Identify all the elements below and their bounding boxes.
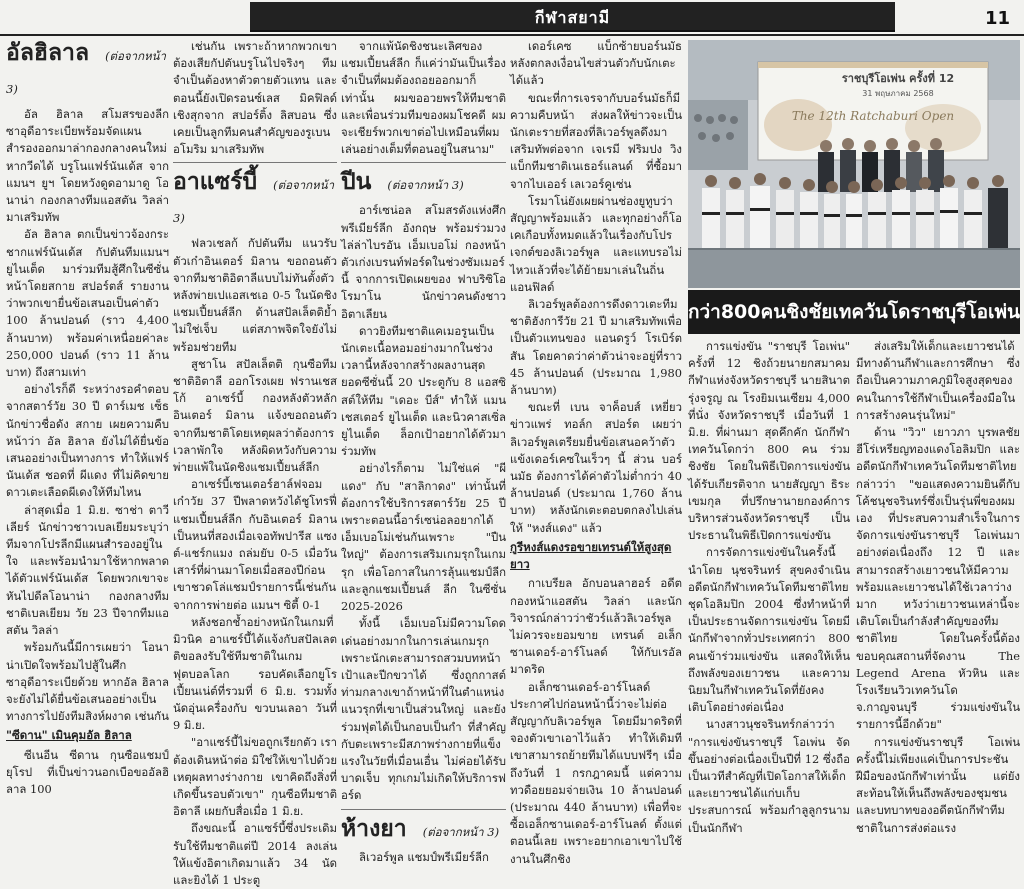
article-paragraph: การแข่งขันราชบุรี โอเพ่น ครั้งนี้ไม่เพียงแค่เป็นการประชันฝีมือของนักกีฬาเท่านั้น แต่ยังสะท้อนให้เห็นถึงพลังของชุมชนและบทบาทของอดีตนักกีฬาทีมชาติในการส่งต่อแรง xyxy=(856,734,1020,835)
article-paragraph: ขณะที่การเจรจากับบอร์นมัธก็มีความคืบหน้า ส่งผลให้ข่าวจะเป็นนักเตะรายที่สองที่ลิเวอร์พูลดึงมาเสริมทัพต่อจาก เจเรมี ฟริมปง วิงแบ็กทีมชาติเนเธอร์แลนด์ ที่ซื้อมาจากไบเออร์ เลเวอร์คูเซ่น xyxy=(510,90,682,191)
article-paragraph: ลิเวอร์พูลต้องการดึงดาวเตะทีมชาติฮังการีวัย 21 ปี มาเสริมทัพเพื่อเป็นตัวแทนของ แอนดรูว์ โรเบิร์ตสัน โดยคาดว่าค่าตัวน่าจะอยู่ที่ราว 45 ล้านปอนด์ (ประมาณ 1,980 ล้านบาท) xyxy=(510,297,682,398)
article-paragraph: ส่งเสริมให้เด็กและเยาวชนได้มีทางด้านกีฬาและการศึกษา ซึ่งถือเป็นความภาคภูมิใจสูงสุดของคนในการใช้กีฬาเป็นเครื่องมือในการสร้างคนรุ่นใหม่" xyxy=(856,339,1020,422)
article-paragraph: พร้อมกันนี้มีการเผยว่า โอนาน่าเปิดใจพร้อมไปสู้ในศึกซาอุดีอาระเบียด้วย หากอัล ฮิลาล จะยังไม่ได้ยื่นข้อเสนออย่างเป็นทางการไปยังทีมสิงห์ผงาด เช่นกัน xyxy=(6,640,169,724)
headline-text: ห้างยา xyxy=(341,815,407,842)
article-divider xyxy=(341,162,506,163)
article-paragraph: อเล็กซานเดอร์-อาร์โนลด์ ประกาศไปก่อนหน้านี้ว่าจะไม่ต่อสัญญากับลิเวอร์พูล โดยมีมาดริดที่จองตัวเขาเอาไว้แล้ว ทำให้เดิมทีเขาสามารถย้ายทีมได้แบบฟรีๆ เมื่อถึงวันที่ 1 กรกฎาคมนี้ แต่ความทวดือยยอมจ่ายเงิน 10 ล้านปอนด์ (ประมาณ 440 ล้านบาท) เพื่อที่จะซื้อเอล็กซานเดอร์-อาร์โนลด์ ตั้งแต่ตอนนี้เลย เพราะอยากเอาเขาไปใช้งานในศึกชิง xyxy=(510,679,682,866)
article-paragraph: กาเบรียล อักบอนลาฮอร์ อดีตกองหน้าแอสตัน วิลล่า และนักวิจารณ์กล่าวว่าชัวร์แล้วลิเวอร์พูลไม่ควรจะยอมขาย เทรนต์ อเล็กซานเดอร์-อาร์โนลด์ ให้กับเรอัล มาดริด xyxy=(510,576,682,677)
continued-label: (ต่อจากหน้า 3) xyxy=(173,178,335,226)
article-paragraph: โรมาโน่ยังเผยผ่านช่องยูทูบว่าสัญญาพร้อมแล้ว และทุกอย่างก็โอเคเกือบทั้งหมดแล้วในเรื่องกับโปรเจกต์ของลิเวอร์พูล และแทบรอไม่ไหวแล้วที่จะได้ย้ายมาเล่นในถิ่นแอนฟิลด์ xyxy=(510,193,682,294)
continued-label: (ต่อจากหน้า 3) xyxy=(6,49,166,96)
story-column-left xyxy=(688,338,850,835)
article-paragraph: ล่าสุดเมื่อ 1 มิ.ย. ซาช่า ตาวีเลียร์ นักข่าวชาวเบลเยียมระบุว่าทีมจากโปรลีกมีแผนสำรองอยู่ในใจ และพร้อมนำมาใช้หากพลาดได้ตัวแฟร์นันเด้ส โดยพวกเขาจะหันไปดีลโอนาน่า กองกลางทีมชาติเบลเยียม วัย 23 ปีจากทีมแอสตัน วิลล่า xyxy=(6,502,169,638)
article-paragraph: อัล ฮิลาล ตกเป็นข่าวจ้องกระชากแฟร์นันเด้ส กัปตันทีมแมนฯ ยูไนเต็ด มาร่วมทีมสู้ศึกในซีซั่นหน้าโดยสกาย สปอร์ตส์ รายงานว่าพวกเขายื่นข้อเสนอเป็นค่าตัว 100 ล้านปอนด์ (ราว 4,400 ล้านบาท) พร้อมค่าเหนื่อยค่าละ 250,000 ปอนด์ (ราว 11 ล้านบาท) ถึงสามเท่า xyxy=(6,227,169,380)
article-paragraph: การจัดการแข่งขันในครั้งนี้ นำโดย นุชจรินทร์ สุขคงจำเนิน อดีตนักกีฬาเทควันโดทีมชาติไทย ชุดโอลิมปิก 2004 ซึ่งทำหน้าที่เป็นประธานจัดการแข่งขัน โดยมีนักกีฬาจากทั่วประเทศกว่า 800 คนเข้าร่วมแข่งขัน แสดงให้เห็นถึงพลังของเยาวชน และความนิยมในกีฬาเทควันโดที่ยังคงเติบโตอย่างต่อเนื่อง xyxy=(688,545,850,715)
page-header xyxy=(0,0,1024,34)
column-2 xyxy=(173,38,337,887)
photo-illustration xyxy=(688,40,1020,288)
article-paragraph: ด้าน "วิว" เยาวภา บุรพลชัย ฮีโร่เหรียญทองแดงโอลิมปิก และอดีตนักกีฬาเทควันโดทีมชาติไทย กล่าวว่า "ขอแสดงความยินดีกับโค้ชนุชจรินทร์ซึ่งเป็นรุ่นพี่ของผมเอง ที่ประสบความสำเร็จในการจัดการแข่งขันราชบุรี โอเพ่นมาอย่างต่อเนื่องถึง 12 ปี และสามารถสร้างเยาวชนให้มีความพร้อมและเยาวชนได้ใช้เวลาว่างมาก หวังว่าเยาวชนเหล่านี้จะเติบโตเป็นกำลังสำคัญของทีมชาติไทย โดยในครั้งนี้ต้องขอบคุณสถานที่จัดงาน The Legend Arena หัวหิน และโรงเรียนวิวเทควันโด จ.กาญจนบุรี ร่วมแข่งขันในรายการนี้อีกด้วย" xyxy=(856,425,1020,732)
article-paragraph: ทั้งนี้ เอ็มเบอโม่มีความโดดเด่นอย่างมากในการเล่นเกมรุก เพราะนักเตะสามารถสวมบทหน้าเป้าและปีกขวาได้ ซึ่งถูกกาสต์ท่ามกลางเขาถ้าหน้าที่ในตำแหน่งแนวรุกที่เขาเป็นส่วนใหญ่ และยังร่วมฟุตได้เป็นกอบเป็นกำ ที่สำคัญกับตะเพราะมีสภาพร่างกายที่แข็งแรงในวัยที่เมื่อนเอื่น ไม่ค่อยได้รับบาดเจ็บ ทุกเกมไม่เกิดให้บริการฟอร์ด xyxy=(341,616,506,803)
article-paragraph: หลังชอกช้ำอย่างหนักในเกมที่มิวนิค อาแซร์บี้ได้แจ้งกับสปัลเลตติขอลงรับใช้ทีมชาติในเกมฟุตบอลโลก รอบคัดเลือกยูโรเปี้ยนเน่ต์ที่รวมที่ 6 มิ.ย. รวมทั้งนัดอุ่นเครื่องกับ ขวบนเลอา วันที่ 9 มิ.ย. xyxy=(173,614,337,733)
banner-date: 31 พฤษภาคม 2568 xyxy=(862,89,934,98)
article-paragraph: "อาแซร์บี้ไม่ขอถูกเรียกตัว เราต้องเดินหน้าต่อ มิใช่ให้เขาไปด้วยเหตุผลทางร่างกาย เขาคิดถึงสิ่งที่เกิดขึ้นรอบตัวเขา" กุนซือทีมชาติอิตาลี เผยกับสื่อเมื่อ 1 มิ.ย. xyxy=(173,735,337,819)
headline-text: อาแซร์บี้ xyxy=(173,169,258,196)
headline-acerbi xyxy=(173,167,337,233)
article-paragraph: อย่างไรก็ตาม ไม่ใช่แค่ "ผีแดง" กับ "สาลิกาดง" เท่านั้นที่ต้องการใช้บริการสตาร์วัย 25 ปี เพราะตอนนี้อาร์เซน่อลอยากได้เอ็มเบอโม่เช่นกันเพราะ "ปืนใหญ่" ต้องการเสริมเกมรุกในเกมรุก เพื่อโอกาสในการลุ้นแชมป์ลีกและลูกแชมเปี้ยนส์ ลีก ในซีซั่น 2025-2026 xyxy=(341,461,506,614)
article-paragraph: ขณะที่ เบน จาค็อบส์ เหยี่ยวข่าวแพร่ ทอล์ก สปอร์ต เผยว่า ลิเวอร์พูลเตรียมยื่นข้อเสนอคว้าตัวแข้งเดอร์เคซในเร็วๆ นี้ ส่วน บอร์นมัธ ต้องการได้ค่าตัวไม่ต่ำกว่า 40 ล้านปอนด์ (ประมาณ 1,760 ล้านบาท) หลังนักเตะตอบตกลงไปเล่นให้ "หงส์แดง" แล้ว xyxy=(510,400,682,535)
header-rule xyxy=(0,34,1024,36)
article-paragraph: อาร์เซน่อล สโมสรดังแห่งศึกพรีเมียร์ลีก อังกฤษ พร้อมร่วมวงไล่ล่าไบรอัน เอ็มเบอโม่ กองหน้าตัวเก่งเบรนท์ฟอร์ดในช่วงซัมเมอร์นี้ จากการเปิดเผยของ ฟาบริซิโอ โรมาโน นักข่าวคนดังชาวอิตาเลียน xyxy=(341,203,506,321)
article-paragraph: ฟลวเชลก้ กัปตันทีม แนวรับตัวเก๋าอินเตอร์ มิลาน ขอถอนตัวจากทีมชาติอิตาลีแบบไม่ทันตั้งตัว หลังพ่ายเปแอสเชเอ 0-5 ในนัดชิงแชมเปี้ยนส์ลีก ด้านสปัลเล็ตติย้ำไม่ใช่เจ็บ แต่สภาพจิตใจยังไม่พร้อมช่วยทีม xyxy=(173,236,337,354)
article-paragraph: เดอร์เคซ แบ็กซ้ายบอร์นมัธ หลังตกลงเงื่อนไขส่วนตัวกับนักเตะได้แล้ว xyxy=(510,39,682,88)
article-divider xyxy=(341,809,506,810)
headline-text: ปีน xyxy=(341,169,372,196)
article-subhead: "ซีดาน" เมินคุมอัล ฮิลาล xyxy=(6,728,132,743)
article-paragraph: การแข่งขัน "ราชบุรี โอเพ่น" ครั้งที่ 12 ชิงถ้วยนายกสมาคมกีฬาแห่งจังหวัดราชบุรี นายสินาต รุ่งจรูญ ณ โรงยิมเนเซียม 4,000 ที่นั่ง จังหวัดราชบุรี เมื่อวันที่ 1 มิ.ย. ที่ผ่านมา สุดคึกคัก นักกีฬาเทควันโดกว่า 800 คน ร่วมชิงชัย โดยในพิธีเปิดการแข่งขันได้รับเกียรติจาก นายสัญญา ธิระเขมกุล ที่ปรึกษานายกองค์การบริหารส่วนจังหวัดราชบุรี เป็นประธานในพิธีเปิดการแข่งขัน xyxy=(688,339,850,543)
headline-al-hilal xyxy=(6,38,169,104)
article-paragraph: เช่นกัน เพราะถ้าหากพวกเขาต้องเสียกัปตันบรูโนไปจริงๆ ทีมจำเป็นต้องหาตัวตายตัวแทน และตอนนี้ยังเปิดรอนซ์เลส มิคฟิลด์เชิงสุกจาก สปอร์ติ้ง ลิสบอน ซึ่งเคยเป็นลูกทีมคนสำคัญของรูเบน อโมริม มาเสริมทัพ xyxy=(173,39,337,157)
taekwondo-group-photo xyxy=(688,40,1020,288)
article-paragraph: อัล ฮิลาล สโมสรของลีกซาอุดีอาระเบียพร้อมจัดแผนสำรองออกมาล่ากองกลางคนใหม่หากวีดได้ บรูโนแฟร์นันเด้ส จากแมนฯ ยูฯ โดยหวังดูดอามาดู โอนาน่า กองกลางทีมแอสตัน วิลล่า มาเสริมทัพ xyxy=(6,107,169,225)
article-subhead: กูรีหงส์แดงรอขายเทรนต์ให้สูงสุดยาว xyxy=(510,539,672,572)
continued-label: (ต่อจากหน้า 3) xyxy=(422,824,500,839)
article-divider xyxy=(173,162,337,163)
headline-gunners xyxy=(341,167,506,200)
banner-title: ราชบุรีโอเพ่น ครั้งที่ 12 xyxy=(841,72,955,85)
column-3 xyxy=(341,38,506,864)
continued-label: (ต่อจากหน้า 3) xyxy=(387,178,464,193)
article-paragraph: สูชาโน สปัลเล็ตติ กุนซือทีมชาติอิตาลี ออกโรงเผย ฟรานเชสโก้ อาเซร์บี้ กองหลังตัวหลัก อินเตอร์ มิลาน แจ้งขอถอนตัวจากทีมชาติโดยเหตุผลว่าต้องการเวลาพักใจ หลังผิดหวังกับความพ่ายแพ้ในนัดชิงแชมเปี้ยนส์ลีก xyxy=(173,356,337,475)
article-paragraph: ถึงขณะนี้ อาแซร์บี้ซึ่งประเดิมรับใช้ทีมชาติแต่ปี 2014 ลงเล่นให้แข้งอิตาเกิดมาแล้ว 34 นัด และยิงได้ 1 ประตู xyxy=(173,821,337,887)
article-paragraph: ซีเนอีน ซีดาน กุนซือแชมป์ยุโรป ที่เป็นข่าวนอกเบือขออัลฮิลาล 100 xyxy=(6,747,169,796)
section-banner xyxy=(250,2,895,32)
section-title: กีฬาสยามี xyxy=(534,8,611,27)
article-paragraph: นางสาวนุชจรินทร์กล่าวว่า "การแข่งขันราชบุรี โอเพ่น จัดขึ้นอย่างต่อเนื่องเป็นปีที่ 12 ซึ่งถือเป็นเวทีสำคัญที่เปิดโอกาสให้เด็กและเยาวชนได้แก่บเก็บประสบการณ์ พร้อมกำลูลูกรนามเป็นนักกีฬา xyxy=(688,717,850,835)
article-paragraph: ดาวยิงทีมชาติแคเมอรูนเป็นนักเตะเนื้อหอมอย่างมากในช่วงเวลานี้หลังจากสร้างผลงานสุดยอดซีซั่นนี้ 20 ประตูกับ 8 แอสซิสต์ให้ทีม "เดอะ บีส์" ทำให้ แมนเชสเตอร์ ยูไนเต็ด และนิวคาสเซิ่ล ยูไนเต็ด ล็อกเป้าอยากได้ตัวมาร่วมทัพ xyxy=(341,323,506,459)
article-paragraph: จากแพ้นัดชิงชนะเลิศของ แชมเปี้ยนส์ลีก ก็แค่ว่ามันเป็นเรื่องจำเป็นที่ผมต้องถอยออกมาก็เท่านั้น ผมขออวยพรให้ทีมชาติและเพื่อนร่วมทีมของผมโชคดี ผมจะเชียร์พวกเขาต่อไปเหมือนที่ผมเล่นอย่างเต็มที่ตอนอยู่ในสนาม" xyxy=(341,39,506,157)
page-number: 11 xyxy=(984,8,1010,29)
story-headline: กว่า800คนชิงชัยเทควันโดราชบุรีโอเพ่น xyxy=(688,290,1020,334)
banner-script: The 12th Ratchaburi Open xyxy=(791,109,955,123)
headline-reds xyxy=(341,814,506,847)
article-paragraph: ลิเวอร์พูล แชมป์พรีเมียร์ลีก xyxy=(359,849,489,864)
column-1 xyxy=(6,38,169,796)
column-4 xyxy=(510,38,682,866)
headline-text: อัลฮิลาล xyxy=(6,40,90,66)
story-column-right xyxy=(856,338,1020,835)
article-paragraph: อย่างไรก็ดี ระหว่างรอคำตอบจากสตาร์วัย 30 ปี ดาร์เมช เซ็ธ นักข่าวชื่อดัง สกาย เผยความคืบหน้าว่า อัล ฮิลาล ยังไม่ได้ยื่นข้อเสนออย่างเป็นทางการ ทำให้แฟร์นันเด้ส ชอดที่ ผีแดง ที่ไม่คิดขายดาวเตะเลือดผีเดงให้ทีมไหน xyxy=(6,382,169,500)
article-paragraph: อาเซร์บี้เซนเตอร์ฮาล์ฟจอมเก๋าวัย 37 ปีพลาดหวังได้ชูโทรฟี่ แชมเปี้ยนส์ลีก กับอินเตอร์ มิลาน เป็นหนที่สองเมื่อเจอทัพปารีส แซงต์-แชร์กแมง ถล่มยับ 0-5 เมื่อวันเสาร์ที่ผ่านมาโดยเมื่อสองปีก่อน เขาชวดโล่แชมป์รายการนี้เช่นกัน จากการพ่ายต่อ แมนฯ ซิตี้ 0-1 xyxy=(173,477,337,612)
